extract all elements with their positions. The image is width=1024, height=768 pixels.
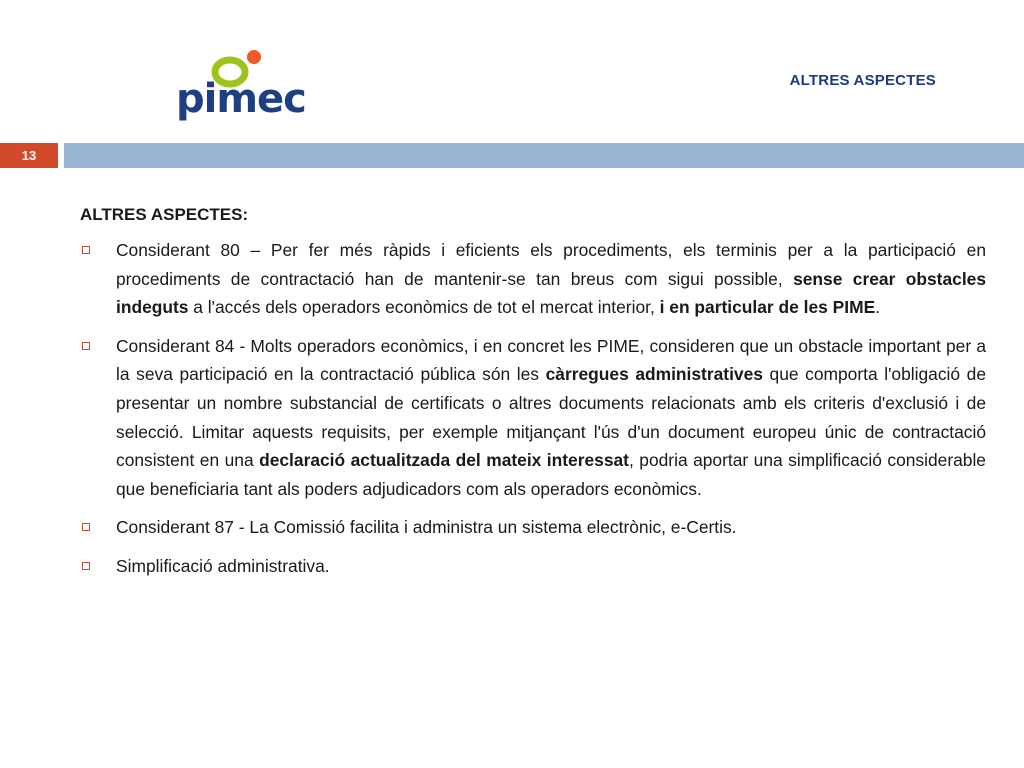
bullet-item: Considerant 87 - La Comissió facilita i administra un sistema electrònic, e-Certis. xyxy=(80,513,986,542)
square-bullet-icon xyxy=(82,246,90,254)
slide-content xyxy=(80,205,986,591)
square-bullet-icon xyxy=(82,523,90,531)
header-band xyxy=(64,143,1024,168)
slide-number: 13 xyxy=(0,143,58,168)
logo-orange-dot xyxy=(247,50,261,64)
bullet-list xyxy=(80,236,986,581)
square-bullet-icon xyxy=(82,562,90,570)
pimec-logo xyxy=(176,46,306,126)
bullet-item: Simplificació administrativa. xyxy=(80,552,986,581)
section-title: ALTRES ASPECTES: xyxy=(80,205,249,224)
bullet-item: Considerant 80 – Per fer més ràpids i eficients els procediments, els terminis per a la participació en procediments de contractació han de mantenir-se tan breus com sigui possible, sense crear obstacles indeguts a l'accés dels operadors econòmics de tot el mercat interior, i en particular de les PIME. xyxy=(80,236,986,322)
bullet-item: Considerant 84 - Molts operadors econòmics, i en concret les PIME, consideren que un obstacle important per a la seva participació en la contractació pública són les càrregues administratives que comporta l'obligació de presentar un nombre substancial de certificats o altres documents relacionats amb els criteris d'exclusió i de selecció. Limitar aquests requisits, per exemple mitjançant l'ús d'un document europeu únic de contractació consistent en una declaració actualitzada del mateix interessat, podria aportar una simplificació considerable que beneficiaria tant als poders adjudicadors com als operadors econòmics. xyxy=(80,332,986,504)
header-title: ALTRES ASPECTES xyxy=(789,72,936,89)
square-bullet-icon xyxy=(82,342,90,350)
logo-text: pimec xyxy=(176,76,306,122)
